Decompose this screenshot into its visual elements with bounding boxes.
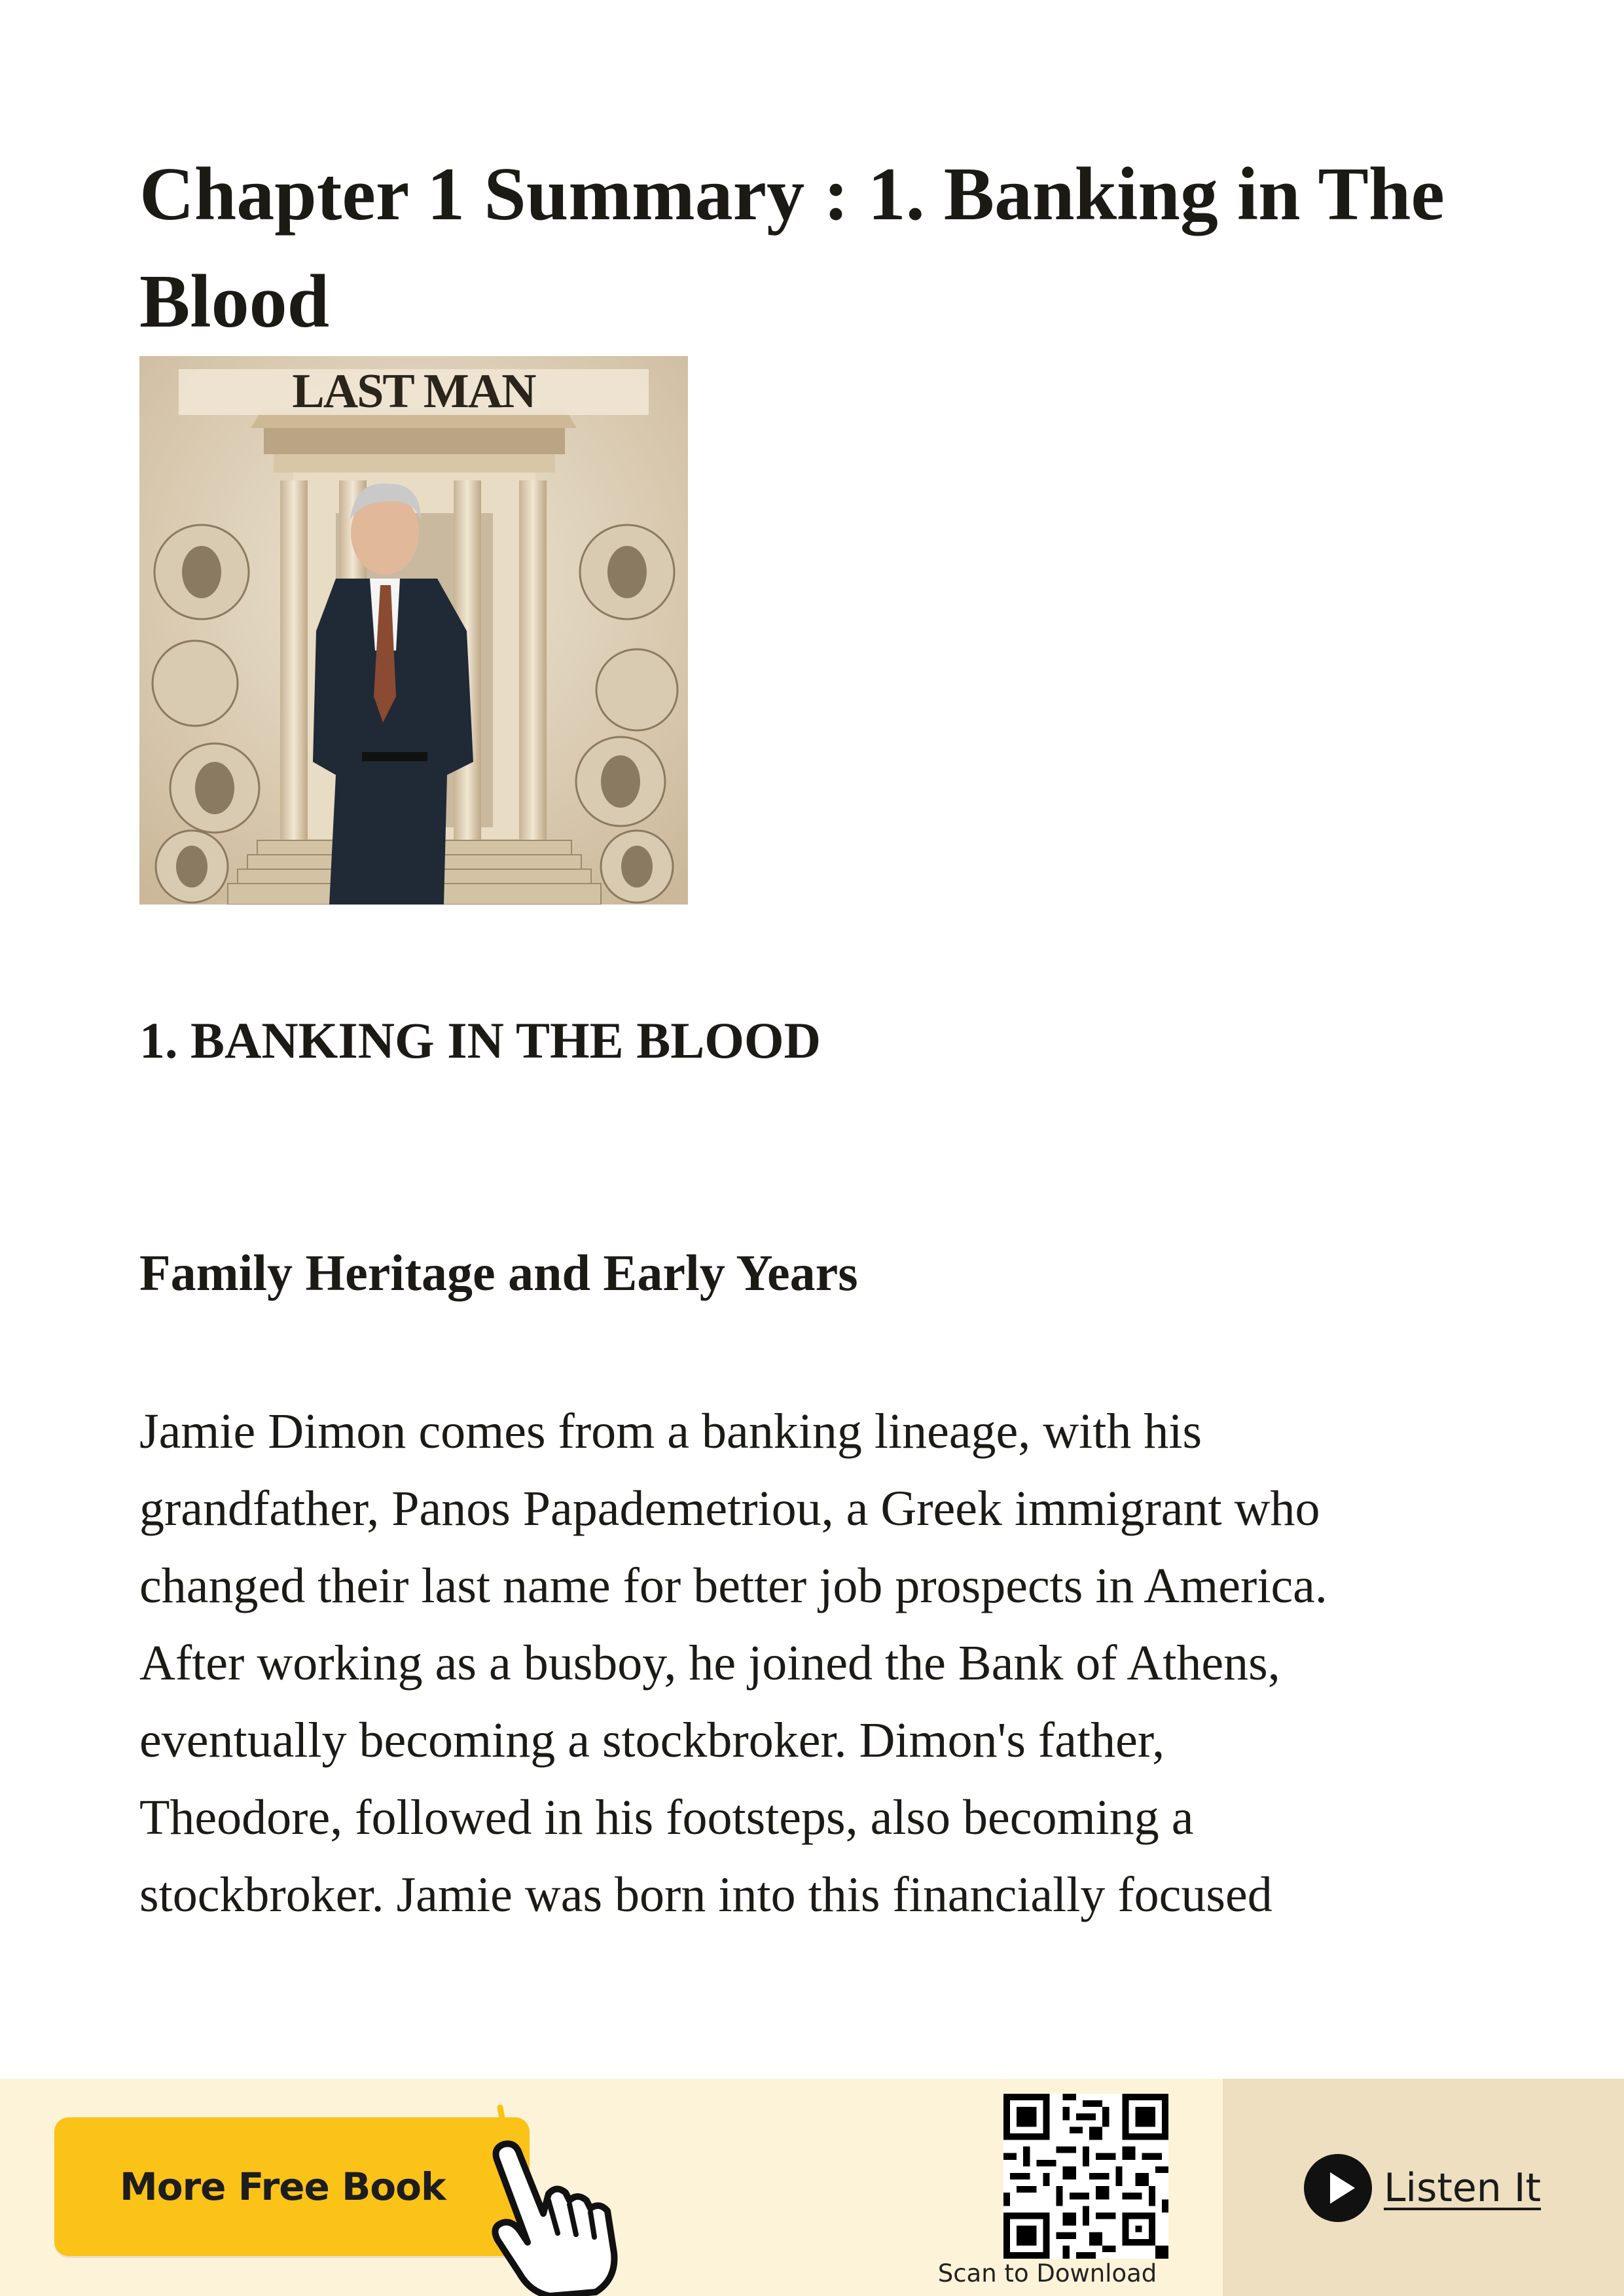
body-line: grandfather, Panos Papademetriou, a Greek immigrant who — [139, 1481, 1320, 1536]
body-line: Theodore, followed in his footsteps, also becoming a — [139, 1790, 1194, 1845]
body-line: stockbroker. Jamie was born into this financially focused — [139, 1867, 1272, 1922]
scan-to-download-label: Scan to Download — [937, 2259, 1157, 2287]
footer-banner — [0, 2079, 1624, 2296]
body-line: After working as a busboy, he joined the Bank of Athens, — [139, 1636, 1280, 1691]
listen-it-label: Listen It — [1384, 2165, 1542, 2211]
pointing-hand-icon — [452, 2102, 622, 2296]
section-heading: 1. BANKING IN THE BLOOD — [139, 1012, 821, 1069]
body-line: eventually becoming a stockbroker. Dimon's father, — [139, 1713, 1165, 1768]
book-cover-image — [139, 356, 688, 905]
qr-code — [1003, 2094, 1168, 2259]
cover-title-text: LAST MAN — [292, 365, 535, 418]
subheading: Family Heritage and Early Years — [139, 1244, 858, 1301]
play-icon — [1303, 2153, 1373, 2223]
listen-it-button[interactable] — [1303, 2152, 1541, 2224]
body-line: changed their last name for better job prospects in America. — [139, 1558, 1327, 1613]
body-line: Jamie Dimon comes from a banking lineage, with his — [139, 1404, 1202, 1459]
more-free-book-label: More Free Book — [120, 2164, 446, 2209]
body-paragraph — [139, 1393, 1501, 1933]
chapter-title: Chapter 1 Summary : 1. Banking in The Blood — [139, 152, 1445, 344]
